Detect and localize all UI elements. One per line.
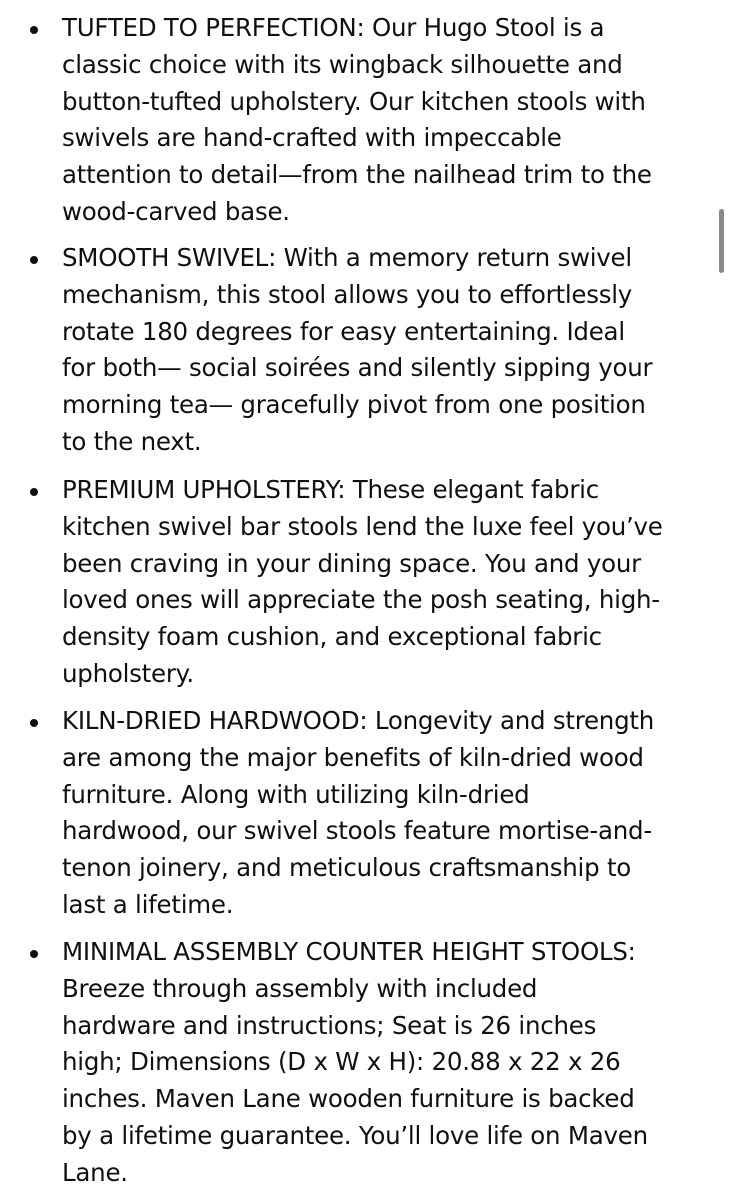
feature-bullet-swivel: SMOOTH SWIVEL: With a memory return swivel mechanism, this stool allows you to effortlessly rotate 180 degrees for easy entertaining. Ideal for both— social soirées and silently sipping your morning tea— gracefully pivot from one position to the next. xyxy=(0,240,730,461)
feature-bullet-assembly: MINIMAL ASSEMBLY COUNTER HEIGHT STOOLS: Breeze through assembly with included hardware and instructions; Seat is 26 inches high; Dimensions (D x W x H): 20.88 x 22 x 26 inches. Maven Lane wooden furniture is backed by a lifetime guarantee. You’ll love life on Maven Lane. xyxy=(0,934,730,1192)
feature-bullet-upholstery: PREMIUM UPHOLSTERY: These elegant fabric kitchen swivel bar stools lend the luxe feel you’ve been craving in your dining space. You and your loved ones will appreciate the posh seating, high- density foam cushion, and exceptional fabric upholstery. xyxy=(0,472,730,693)
feature-bullet-tufted: TUFTED TO PERFECTION: Our Hugo Stool is a classic choice with its wingback silhouette and button-tufted upholstery. Our kitchen stools with swivels are hand-crafted with impeccable attention to detail—from the nailhead trim to the wood-carved base. xyxy=(0,10,730,231)
vertical-scrollbar-thumb[interactable] xyxy=(719,209,724,273)
feature-bullet-hardwood: KILN-DRIED HARDWOOD: Longevity and strength are among the major benefits of kiln-dried wood furniture. Along with utilizing kiln-dried hardwood, our swivel stools feature mortise-and- tenon joinery, and meticulous craftsmanship to last a lifetime. xyxy=(0,703,730,924)
